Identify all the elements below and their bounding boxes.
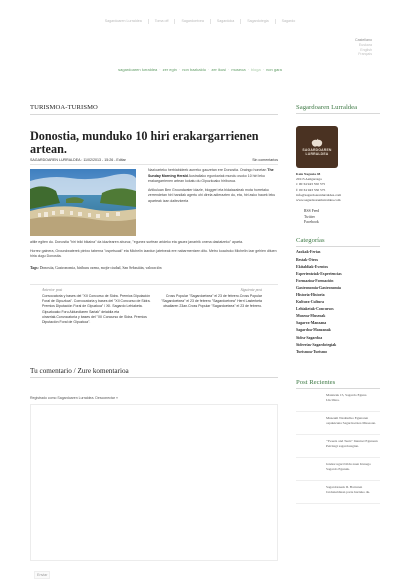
language-castellano[interactable]: Castellano — [355, 38, 372, 42]
newspaper-name: The Sunday Morning Herald — [148, 168, 274, 178]
social-links — [304, 209, 380, 225]
twitter-link[interactable]: Twitter — [304, 214, 315, 219]
nav-separator: · — [207, 67, 210, 72]
sidebar — [296, 104, 380, 504]
comment-textarea[interactable] — [30, 404, 278, 561]
recent-post-thumbnail — [296, 439, 324, 455]
language-switcher — [355, 38, 372, 57]
top-nav-item[interactable]: Toma off — [148, 19, 175, 24]
next-post-label: Siguiente post — [240, 288, 262, 292]
post-navigation — [30, 284, 278, 325]
tags-list[interactable]: Donostia, Gastronomia, hiriburu ozena, mojte ciudad, San Sebastián, valoración — [39, 266, 162, 270]
section-title: TURISMOA-TURISMO — [30, 104, 278, 115]
comment-section-title: Tu comentario / Zure komentarioa — [30, 367, 278, 378]
nav-zer-ikusi[interactable]: zer ikusi — [211, 67, 226, 72]
nav-separator: · — [178, 67, 181, 72]
brand-logo — [296, 126, 338, 168]
recent-posts-list — [296, 389, 380, 504]
category-item[interactable]: Azokak-Ferias — [296, 250, 321, 255]
sidebar-title: Sagardoaren Lurraldea — [296, 104, 380, 114]
next-post[interactable] — [152, 288, 262, 310]
category-item[interactable]: Sagardoa-Manzanak — [296, 328, 331, 333]
logo-text: SAGARDOAREN LURRALDEA — [302, 147, 332, 156]
contact-address — [296, 172, 380, 203]
recent-post-thumbnail — [296, 462, 324, 478]
post-body — [30, 240, 278, 260]
post-meta — [30, 158, 278, 165]
recent-post-title[interactable]: "Tweets and Teets" Internet Egunean Petritegi sagardotegian. — [326, 438, 378, 448]
nav-bloga[interactable]: bloga — [250, 67, 261, 72]
recent-post-thumbnail — [296, 416, 324, 432]
submit-comment-button[interactable]: Enviar — [34, 571, 50, 579]
nav-non-bazkaldu[interactable]: non bazkaldu — [182, 67, 206, 72]
category-item[interactable]: Lehiaketak-Concursos — [296, 307, 334, 312]
address-street: Kale Nagusia 48 — [296, 172, 321, 176]
post-tags — [30, 266, 278, 270]
previous-post[interactable] — [42, 288, 152, 325]
category-item[interactable]: Gastronomia-Gastronomía — [296, 285, 341, 290]
category-item[interactable]: Esperientziak-Experiencias — [296, 271, 342, 276]
top-nav-item[interactable]: Sagardoaren Lurraldea — [104, 19, 142, 23]
bay-landscape-image — [30, 169, 136, 236]
category-item[interactable]: Turismoa-Turismo — [296, 349, 328, 354]
top-nav-item[interactable]: Sagardo — [275, 19, 302, 24]
tags-label: Tags: — [30, 266, 39, 270]
top-nav-item[interactable]: Sagardoetxea — [174, 19, 209, 24]
recent-post-thumbnail — [296, 393, 324, 409]
previous-post-text[interactable]: Convocatoria y bases del "XII Concurso de Sidra. Premios Diputación Foral de Gipuzkoa". Convocatoria y bases del "XII Concurso de Sidra. Premios Diputación Foral de Gipuzkoa" / XII. Sagardo Lehiaketa. Gipuzkoako Foru Aldundiaren Sariak" deialdia eta oinarriak.Convocatoria y bases del "XII Concurso de Sidra. Premios Diputación Foral de Gipuzkoa". — [42, 294, 151, 325]
address-phone: t: 00 34 943 550 575 — [296, 182, 326, 187]
nav-separator: · — [228, 67, 230, 72]
category-item[interactable]: Formazioa-Formación — [296, 278, 334, 283]
category-item[interactable]: Sidra-Sagardoa — [296, 335, 323, 340]
category-item[interactable]: Sidrerías-Sagardotegiak — [296, 342, 337, 347]
post-paragraph: Horrez gainera, Groundwaterek pintxo taberna "ospetsuak" eta Michelin izardun jatetxeak ere nabarmentzen ditu. Metro koadroko Michelin izar gehien dituen hiria dugu Donostia. — [30, 248, 277, 258]
categories-title: Categorías — [296, 237, 380, 247]
top-nav-item[interactable]: Sagardoka — [210, 19, 240, 24]
language-francais[interactable]: Français — [358, 52, 372, 57]
main-content — [30, 104, 278, 577]
recent-post-title[interactable]: Jendez ugari bildu zuen Irunego Sagardo Egunak. — [326, 461, 371, 471]
top-nav-item[interactable]: Sagardotegia — [240, 19, 274, 24]
category-item[interactable]: Historia-Historia — [296, 293, 325, 297]
recent-post-title[interactable]: Museum Nasituriko Egunaren ospakizuna Sagardoetxea Museoan. — [326, 415, 377, 425]
next-post-text[interactable]: Cross Popular "Sagardoetxea" el 23 de febrero.Cross Popular "Sagardoetxea" el 23 de febrero "Sagardoetxea" Herri Lasterketa otsailaren 23an.Cross Popular "Sagardoetxea" el 23 de febrero. — [161, 294, 262, 309]
recent-post-thumbnail — [296, 485, 324, 501]
categories-list — [296, 249, 380, 355]
recent-post-item[interactable] — [296, 435, 380, 458]
post-meta-author-date: SAGARDOAREN LURRALDEA : 11/02/2013 - 15:26 - Editar — [30, 158, 126, 162]
recent-post-item[interactable] — [296, 481, 380, 504]
language-english[interactable]: English — [360, 47, 372, 52]
category-item[interactable]: Ekitaldiak-Eventos — [296, 264, 328, 269]
nav-separator: · — [159, 67, 161, 72]
nav-separator: · — [247, 67, 249, 72]
post-paragraph: Artikuluan Ben Groundwater idazle, bloggeri eta bidaiazaleak mota horretako zerrendetan hiri handiak agertu ohi direla adierazten du, eta, hiri asko hauek leku aparteak izan daitezkeela — [148, 187, 276, 203]
post-body-intro — [148, 168, 276, 204]
recent-post-title[interactable]: Maiatzak 15, Sagardo Eguna Unciblea. — [326, 392, 367, 402]
post-paragraph: aitile egiten du. Donostia "hiri txiki bikaina" da idazlearen aburuz, "egunez surfean arideko eta gauez janaririk onena dastatzeko" aparta. — [30, 240, 244, 244]
recent-post-item[interactable] — [296, 458, 380, 481]
recent-post-item[interactable] — [296, 412, 380, 435]
post-paragraph: Nazioarteko herbiabideek aurreko gauzetan ere Donostia. Oraingo honetan The Sunday Morning Herald Australiako egunkariak mundu osoko 10 hiri leku erakargarrienen artean kokatu du Gipuzkoako hiriburua. — [148, 168, 274, 183]
recent-posts-title: Post Recientes — [296, 379, 380, 389]
comments-count-link[interactable]: Sin comentarios — [252, 158, 278, 162]
apple-icon — [309, 139, 325, 148]
recent-post-title[interactable]: Sagardotzeek II. Barruren Jardunaldiean parte hartuko du. — [326, 484, 371, 494]
language-euskara[interactable]: Euskara — [358, 42, 372, 47]
nav-museoa[interactable]: museoa — [231, 67, 246, 72]
category-item[interactable]: Sagarra-Manzana — [296, 321, 327, 326]
address-email[interactable]: info@sagardoarenlurraldea.com — [296, 192, 342, 197]
previous-post-label: Anterior post — [42, 288, 63, 292]
main-navigation — [0, 67, 400, 73]
category-item[interactable]: Museoa-Museoak — [296, 314, 326, 319]
address-fax: f: 00 34 943 550 575 — [296, 187, 326, 192]
category-item[interactable]: Kultura-Cultura — [296, 300, 324, 305]
post-photo — [30, 169, 136, 236]
nav-sagardoaren-lurraldea[interactable]: sagardoaren lurraldea — [118, 67, 158, 72]
facebook-link[interactable]: Facebook — [304, 220, 319, 225]
top-navigation — [0, 19, 400, 24]
recent-post-item[interactable] — [296, 389, 380, 412]
nav-separator: · — [262, 67, 265, 72]
top-bar — [0, 0, 400, 36]
category-item[interactable]: Bestak-Otros — [296, 257, 318, 262]
nav-zer-egin[interactable]: zer egin — [162, 67, 177, 72]
nav-non-gara[interactable]: non gara — [266, 67, 282, 72]
logged-in-note[interactable]: Registrado como Sagardoaren Lurraldea. Desconectar » — [30, 396, 118, 400]
rss-feed-link[interactable]: RSS Feed — [304, 209, 320, 214]
post-title[interactable]: Donostia, munduko 10 hiri erakargarrienen artean. — [30, 129, 259, 156]
address-website[interactable]: www.sagardoarenlurraldea.com — [296, 198, 341, 203]
address-city: 20115 Astigarraga — [296, 177, 322, 182]
